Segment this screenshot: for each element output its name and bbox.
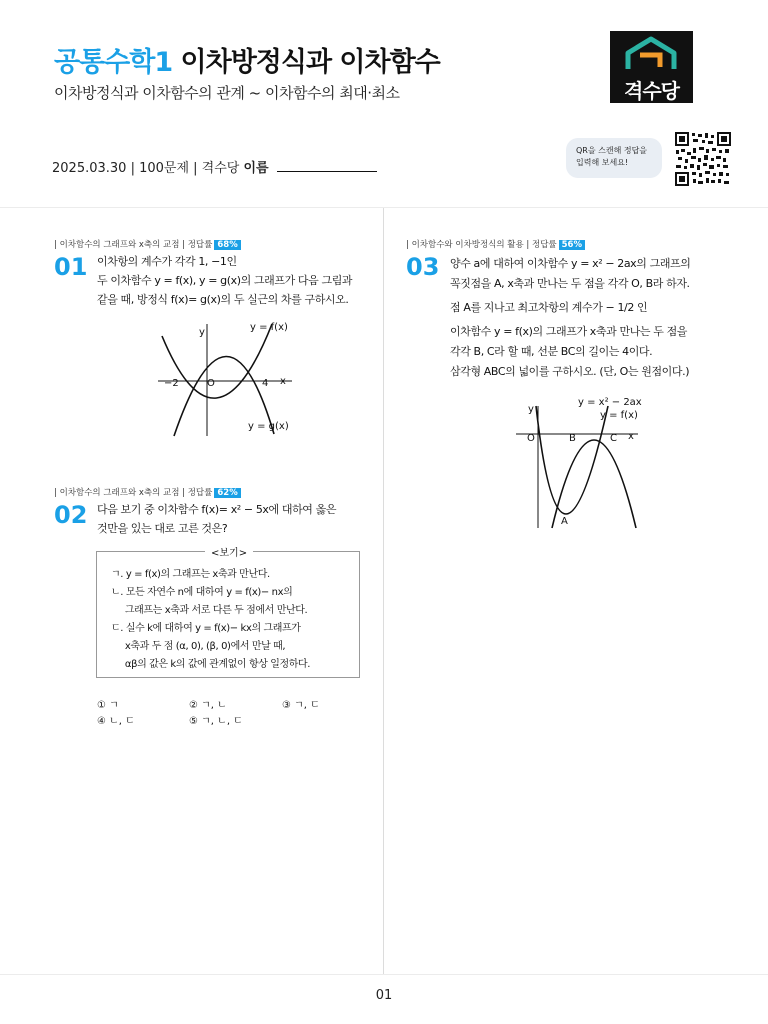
q2-text: [97, 500, 367, 538]
column-divider: [383, 208, 384, 974]
qr-bubble-line: QR을 스캔해 정답을: [576, 146, 648, 155]
header-divider: [0, 207, 768, 208]
name-field[interactable]: [277, 160, 377, 172]
name-label: 이름: [243, 161, 269, 176]
q3-line: 꼭짓점을 A, x축과 만나는 두 점을 각각 O, B라 하자.: [450, 277, 690, 290]
q1-label-4: 4: [262, 378, 269, 389]
q1-label-o: O: [207, 378, 215, 389]
q1-label-g: y = g(x): [248, 421, 289, 432]
q3-line: 각각 B, C라 할 때, 선분 BC의 길이는 4이다.: [450, 345, 653, 358]
q1-tag: [54, 238, 241, 250]
q3-graph: [512, 402, 644, 530]
page-title: [54, 40, 440, 79]
q1-line: 같을 때, 방정식 f(x)= g(x)의 두 실근의 차를 구하시오.: [97, 293, 349, 306]
q2-choice-3[interactable]: ③ ㄱ, ㄷ: [282, 700, 320, 711]
q2-choice-4[interactable]: ④ ㄴ, ㄷ: [97, 716, 135, 727]
q3-label-f: y = f(x): [600, 410, 638, 421]
q3-label-y: y: [528, 404, 534, 415]
q3-label-o: O: [527, 433, 535, 444]
q3-label-top: y = x² − 2ax: [578, 397, 642, 408]
brand-logo: [610, 31, 693, 103]
q2-bogi-items: [111, 566, 310, 674]
q3-label-a: A: [561, 516, 568, 527]
qr-bubble-line: 입력해 보세요!: [576, 158, 629, 167]
house-logo-icon: [610, 31, 693, 75]
q2-line: 다음 보기 중 이차함수 f(x)= x² − 5x에 대하여 옳은: [97, 503, 337, 516]
qr-code-icon[interactable]: [675, 132, 731, 186]
q2-choice-5[interactable]: ⑤ ㄱ, ㄴ, ㄷ: [189, 716, 243, 727]
q3-rate: 56%: [559, 240, 585, 250]
q1-text: [97, 252, 367, 309]
q3-tag: [406, 238, 585, 250]
q1-label-y: y: [199, 327, 205, 338]
q1-tag-text: | 이차함수의 그래프와 x축의 교점 | 정답률: [54, 240, 213, 250]
q2-choice-1[interactable]: ① ㄱ: [97, 700, 119, 711]
page-number: 01: [375, 988, 393, 1003]
q1-label-neg2: −2: [164, 378, 179, 389]
q3-number: 03: [406, 253, 440, 281]
q3-label-b: B: [569, 433, 576, 444]
q3-text: [450, 254, 750, 382]
title-rest: 이차방정식과 이차함수: [180, 47, 440, 78]
q2-bogi-line: ㄱ. y = f(x)의 그래프는 x축과 만난다.: [111, 569, 270, 580]
q1-line: 두 이차함수 y = f(x), y = g(x)의 그래프가 다음 그림과: [97, 274, 353, 287]
q3-label-x: x: [628, 431, 634, 442]
q3-label-c: C: [610, 433, 617, 444]
q2-bogi-line: ㄴ. 모든 자연수 n에 대하여 y = f(x)− nx의: [111, 587, 293, 598]
q2-tag: [54, 486, 241, 498]
q1-line: 이차항의 계수가 각각 1, −1인: [97, 255, 237, 268]
q2-tag-text: | 이차함수의 그래프와 x축의 교점 | 정답률: [54, 488, 213, 498]
title-highlight: 공통수학1: [54, 47, 173, 78]
q2-number: 02: [54, 501, 88, 529]
q3-line: 이차함수 y = f(x)의 그래프가 x축과 만나는 두 점을: [450, 325, 688, 338]
meta-line: [52, 157, 377, 176]
q2-rate: 62%: [214, 488, 240, 498]
q1-number: 01: [54, 253, 88, 281]
q3-line: 점 A를 지나고 최고차항의 계수가 − 1/2 인: [450, 301, 648, 314]
footer-divider: [0, 974, 768, 975]
q2-bogi-line: αβ의 값은 k의 값에 관계없이 항상 일정하다.: [111, 659, 311, 670]
q3-tag-text: | 이차함수와 이차방정식의 활용 | 정답률: [406, 240, 557, 250]
q1-rate: 68%: [214, 240, 240, 250]
q3-line: 양수 a에 대하여 이차함수 y = x² − 2ax의 그래프의: [450, 257, 691, 270]
q3-line: 삼각형 ABC의 넓이를 구하시오. (단, O는 원점이다.): [450, 365, 690, 378]
logo-text: 격수당: [624, 79, 679, 103]
q1-label-f: y = f(x): [250, 322, 288, 333]
meta-text: 2025.03.30 | 100문제 | 격수당: [52, 161, 240, 176]
qr-bubble: [566, 138, 662, 178]
q2-bogi-box: [96, 548, 360, 678]
q2-choice-2[interactable]: ② ㄱ, ㄴ: [189, 700, 227, 711]
q2-bogi-line: 그래프는 x축과 서로 다른 두 점에서 만난다.: [111, 605, 308, 616]
q2-line: 것만을 있는 대로 고른 것은?: [97, 522, 228, 535]
q2-bogi-title: <보기>: [205, 544, 253, 559]
q1-label-x: x: [280, 376, 286, 387]
q2-bogi-line: x축과 두 점 (α, 0), (β, 0)에서 만날 때,: [111, 641, 286, 652]
page-header: [0, 0, 768, 208]
page-subtitle: 이차방정식과 이차함수의 관계 ~ 이차함수의 최대·최소: [54, 84, 400, 102]
q2-bogi-line: ㄷ. 실수 k에 대하여 y = f(x)− kx의 그래프가: [111, 623, 301, 634]
